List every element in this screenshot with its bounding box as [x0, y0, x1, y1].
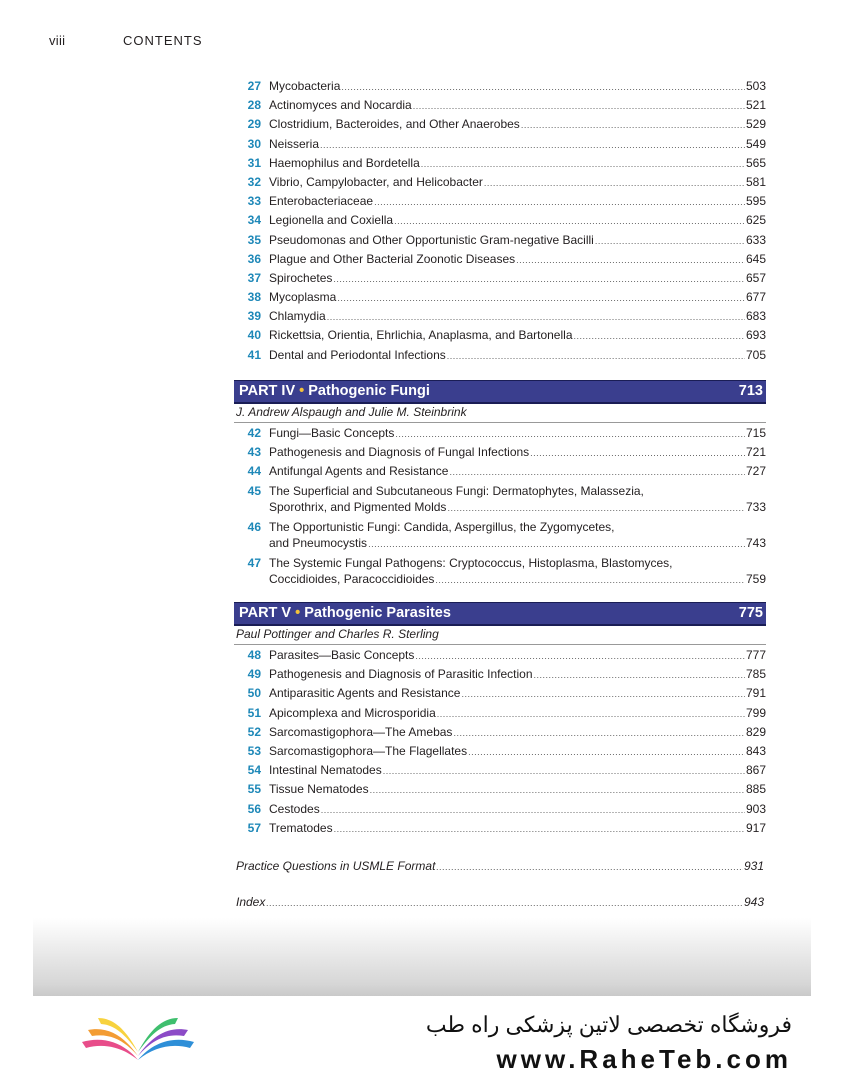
page-number: viii: [49, 33, 66, 48]
toc-entry[interactable]: [234, 326, 766, 345]
chapter-number: 49: [247, 667, 261, 682]
chapter-page: 581: [745, 174, 766, 189]
chapter-page: 867: [745, 763, 766, 778]
toc-entry[interactable]: [234, 115, 766, 134]
chapter-number: 46: [247, 519, 261, 534]
toc-entry[interactable]: [234, 482, 766, 518]
chapter-page: 529: [745, 117, 766, 132]
chapter-title: Parasites—Basic Concepts: [269, 648, 415, 662]
chapter-number: 42: [247, 426, 261, 440]
chapter-number: 34: [247, 213, 261, 228]
entry-page: 943: [743, 895, 764, 909]
chapter-page: 645: [745, 251, 766, 266]
toc-entry[interactable]: [234, 96, 766, 115]
toc-entry[interactable]: [234, 307, 766, 326]
chapter-page: 791: [745, 686, 766, 701]
chapter-title: Rickettsia, Orientia, Ehrlichia, Anaplasma, and Bartonella: [269, 328, 573, 343]
chapter-title-line1: The Systemic Fungal Pathogens: Cryptococcus, Histoplasma, Blastomyces,: [269, 555, 673, 570]
chapter-title: Fungi—Basic Concepts: [269, 426, 395, 440]
chapter-page: 693: [745, 328, 766, 343]
toc-entry[interactable]: [234, 518, 766, 554]
divider: [234, 644, 766, 645]
toc-entry[interactable]: [234, 269, 766, 288]
toc-entry-index[interactable]: [236, 895, 764, 909]
entry-page: 931: [743, 859, 764, 873]
chapter-title: Sarcomastigophora—The Amebas: [269, 724, 453, 739]
chapter-title: Cestodes: [269, 801, 320, 816]
chapter-title: Antifungal Agents and Resistance: [269, 464, 449, 479]
part-title: Pathogenic Fungi: [308, 383, 430, 399]
chapter-page: 683: [745, 309, 766, 324]
part-authors: J. Andrew Alspaugh and Julie M. Steinbrink: [236, 405, 467, 419]
chapter-title: Tissue Nematodes: [269, 782, 369, 797]
toc-entry-practice-questions[interactable]: [236, 859, 764, 873]
bullet: •: [299, 383, 305, 399]
toc-entry[interactable]: [234, 462, 766, 481]
chapter-page: 885: [745, 782, 766, 797]
chapter-title: Intestinal Nematodes: [269, 763, 382, 778]
chapter-number: 30: [247, 136, 261, 151]
chapter-number: 35: [247, 232, 261, 247]
part-heading-v[interactable]: [234, 602, 766, 626]
toc-entry[interactable]: [234, 288, 766, 307]
toc-entry[interactable]: [234, 665, 766, 684]
toc-entry[interactable]: [234, 704, 766, 723]
toc-entry[interactable]: [234, 154, 766, 173]
chapter-page: 843: [745, 743, 766, 758]
chapter-page: 625: [745, 213, 766, 228]
chapter-number: 41: [247, 347, 261, 362]
chapter-page: 727: [745, 464, 766, 479]
chapter-title-line2: Coccidioides, Paracoccidioides: [269, 572, 435, 587]
chapter-number: 44: [247, 464, 261, 479]
toc-entry[interactable]: [234, 742, 766, 761]
part-page: 713: [738, 383, 763, 399]
toc-entry[interactable]: [234, 443, 766, 462]
toc-entry[interactable]: [234, 77, 766, 96]
chapter-number: 56: [247, 801, 261, 816]
toc-entry[interactable]: [234, 250, 766, 269]
chapter-number: 36: [247, 251, 261, 266]
chapter-page: 633: [745, 232, 766, 247]
chapter-number: 48: [247, 648, 261, 662]
toc-entry[interactable]: [234, 424, 766, 443]
chapter-title: Enterobacteriaceae: [269, 194, 374, 209]
chapter-number: 37: [247, 270, 261, 285]
chapter-page: 743: [745, 536, 766, 551]
chapter-page: 829: [745, 724, 766, 739]
part-page: 775: [738, 605, 763, 621]
chapter-title: Mycobacteria: [269, 79, 341, 93]
chapter-number: 32: [247, 174, 261, 189]
chapter-title-line1: The Opportunistic Fungi: Candida, Aspergillus, the Zygomycetes,: [269, 519, 615, 534]
chapter-page: 759: [745, 572, 766, 587]
toc-entry[interactable]: [234, 554, 766, 590]
toc-section-parasites: [234, 646, 766, 838]
chapter-title: Antiparasitic Agents and Resistance: [269, 686, 461, 701]
chapter-title: Sarcomastigophora—The Flagellates: [269, 743, 468, 758]
chapter-number: 45: [247, 483, 261, 498]
chapter-title: Pathogenesis and Diagnosis of Parasitic Infection: [269, 667, 533, 682]
chapter-title: Haemophilus and Bordetella: [269, 155, 420, 170]
chapter-title: Neisseria: [269, 136, 320, 151]
chapter-title: Clostridium, Bacteroides, and Other Anaerobes: [269, 117, 520, 132]
chapter-page: 595: [745, 194, 766, 209]
toc-entry[interactable]: [234, 780, 766, 799]
toc-entry[interactable]: [234, 192, 766, 211]
chapter-title: Pathogenesis and Diagnosis of Fungal Infections: [269, 445, 530, 460]
chapter-number: 54: [247, 763, 261, 778]
chapter-title: Mycoplasma: [269, 290, 337, 305]
chapter-page: 777: [745, 648, 766, 662]
chapter-page: 721: [745, 445, 766, 460]
chapter-number: 47: [247, 555, 261, 570]
bullet: •: [295, 605, 301, 621]
chapter-title: Apicomplexa and Microsporidia: [269, 705, 436, 720]
chapter-number: 39: [247, 309, 261, 324]
chapter-page: 799: [745, 705, 766, 720]
chapter-title: Chlamydia: [269, 309, 326, 324]
chapter-number: 51: [247, 705, 261, 720]
part-authors: Paul Pottinger and Charles R. Sterling: [236, 627, 439, 641]
part-label: PART IV: [239, 383, 296, 399]
book-logo-icon: [78, 1012, 198, 1064]
chapter-number: 53: [247, 743, 261, 758]
toc-entry[interactable]: [234, 346, 766, 365]
chapter-number: 33: [247, 194, 261, 209]
chapter-title: Spirochetes: [269, 270, 333, 285]
chapter-number: 43: [247, 445, 261, 460]
chapter-title: Legionella and Coxiella: [269, 213, 394, 228]
chapter-page: 503: [745, 79, 766, 93]
chapter-page: 677: [745, 290, 766, 305]
chapter-number: 29: [247, 117, 261, 132]
chapter-page: 733: [745, 500, 766, 515]
chapter-page: 903: [745, 801, 766, 816]
chapter-page: 917: [745, 820, 766, 835]
chapter-page: 565: [745, 155, 766, 170]
store-name: فروشگاه تخصصی لاتین پزشکی راه طب: [425, 1012, 792, 1037]
chapter-title-line2: Sporothrix, and Pigmented Molds: [269, 500, 447, 515]
toc-entry[interactable]: [234, 135, 766, 154]
chapter-page: 521: [745, 98, 766, 113]
chapter-title: Plague and Other Bacterial Zoonotic Diseases: [269, 251, 516, 266]
chapter-number: 52: [247, 724, 261, 739]
chapter-page: 549: [745, 136, 766, 151]
chapter-number: 27: [247, 79, 261, 93]
chapter-title: Vibrio, Campylobacter, and Helicobacter: [269, 174, 483, 189]
toc-section-bacteria: [234, 77, 766, 365]
toc-entry[interactable]: [234, 684, 766, 703]
toc-entry[interactable]: [234, 761, 766, 780]
chapter-number: 40: [247, 328, 261, 343]
part-title: Pathogenic Parasites: [304, 605, 451, 621]
store-url[interactable]: www.RaheTeb.com: [496, 1044, 792, 1074]
toc-entry[interactable]: [234, 646, 766, 665]
toc-entry[interactable]: [234, 723, 766, 742]
toc-entry[interactable]: [234, 231, 766, 250]
chapter-number: 31: [247, 155, 261, 170]
chapter-title: Pseudomonas and Other Opportunistic Gram-negative Bacilli: [269, 232, 594, 247]
chapter-title: Actinomyces and Nocardia: [269, 98, 412, 113]
toc-entry[interactable]: [234, 819, 766, 838]
chapter-title: Dental and Periodontal Infections: [269, 347, 446, 362]
toc-entry[interactable]: [234, 173, 766, 192]
chapter-page: 785: [745, 667, 766, 682]
chapter-number: 28: [247, 98, 261, 113]
chapter-page: 657: [745, 270, 766, 285]
chapter-title: Trematodes: [269, 820, 333, 835]
toc-section-fungi: [234, 424, 766, 590]
page-shadow: [33, 918, 811, 996]
toc-entry[interactable]: [234, 211, 766, 230]
running-title: CONTENTS: [123, 33, 203, 48]
chapter-title-line1: The Superficial and Subcutaneous Fungi: Dermatophytes, Malassezia,: [269, 483, 644, 498]
chapter-number: 57: [247, 820, 261, 835]
chapter-number: 55: [247, 782, 261, 797]
chapter-number: 38: [247, 290, 261, 305]
chapter-page: 715: [745, 426, 766, 440]
divider: [234, 422, 766, 423]
entry-title: Practice Questions in USMLE Format: [236, 859, 436, 873]
part-label: PART V: [239, 605, 292, 621]
chapter-number: 50: [247, 686, 261, 701]
entry-title: Index: [236, 895, 266, 909]
chapter-page: 705: [745, 347, 766, 362]
chapter-title-line2: and Pneumocystis: [269, 536, 368, 551]
part-heading-iv[interactable]: [234, 380, 766, 404]
toc-entry[interactable]: [234, 800, 766, 819]
